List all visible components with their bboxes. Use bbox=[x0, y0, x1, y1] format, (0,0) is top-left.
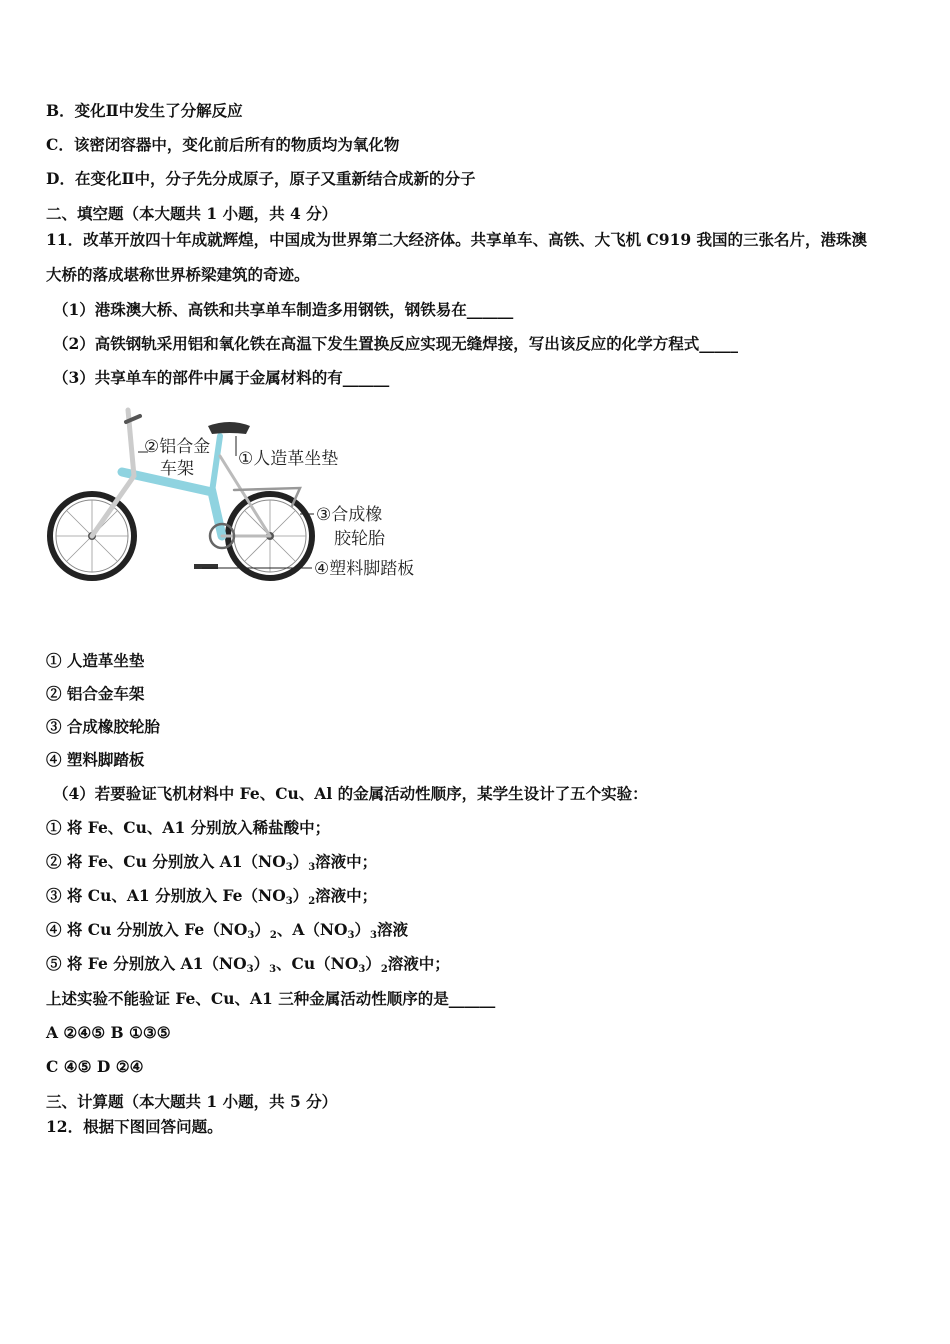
label-seat: ①人造革坐垫 bbox=[238, 449, 339, 469]
question-prompt: 上述实验不能验证 Fe、Cu、A1 三种金属活动性顺序的是______ bbox=[46, 989, 496, 1008]
line-option-c: C．该密闭容器中，变化前后所有的物质均为氧化物 bbox=[46, 135, 400, 154]
experiment-5: ⑤ 将 Fe 分别放入 $A1(NO_3)_3$、$Cu(NO_3)_2$溶液中； bbox=[46, 954, 450, 975]
line-option-d: D．在变化Ⅱ中，分子先分成原子，原子又重新结合成新的分子 bbox=[46, 169, 476, 188]
choice-4: ④ 塑料脚踏板 bbox=[46, 750, 145, 769]
part-4: （4）若要验证飞机材料中 Fe、Cu、Al 的金属活动性顺序，某学生设计了五个实验： bbox=[53, 784, 648, 803]
section-2-heading: 二、填空题（本大题共 1 小题，共 4 分） bbox=[46, 204, 338, 223]
choice-2: ② 铝合金车架 bbox=[46, 684, 145, 703]
question-11-line-2: 大桥的落成堪称世界桥梁建筑的奇迹。 bbox=[46, 265, 310, 284]
part-2: （2）高铁钢轨采用铝和氧化铁在高温下发生置换反应实现无缝焊接，写出该反应的化学方程式_____ bbox=[53, 334, 739, 353]
experiment-3: ③ 将 Cu、A1 分别放入 $Fe(NO_3)_2$溶液中； bbox=[46, 886, 378, 907]
part-1: （1）港珠澳大桥、高铁和共享单车制造多用钢铁，钢铁易在______ bbox=[53, 300, 514, 319]
answers-a-b: A ②④⑤ B ①③⑤ bbox=[46, 1023, 171, 1042]
choice-3: ③ 合成橡胶轮胎 bbox=[46, 717, 160, 736]
label-pedal: ④塑料脚踏板 bbox=[314, 559, 415, 579]
label-frame-line-1: ②铝合金 bbox=[144, 437, 211, 457]
bicycle-illustration bbox=[44, 396, 444, 592]
question-11-line-1: 11．改革开放四十年成就辉煌，中国成为世界第二大经济体。共享单车、高铁、大飞机 C919 我国的三张名片，港珠澳 bbox=[46, 230, 868, 249]
experiment-1: ① 将 Fe、Cu、A1 分别放入稀盐酸中； bbox=[46, 818, 331, 837]
answers-c-d: C ④⑤ D ②④ bbox=[46, 1057, 144, 1076]
label-frame-line-2: 车架 bbox=[160, 459, 194, 479]
choice-1: ① 人造革坐垫 bbox=[46, 651, 145, 670]
experiment-4: ④ 将 Cu 分别放入 $Fe(NO_3)_2$、$A(NO_3)_3$溶液 bbox=[46, 920, 409, 941]
experiment-2: ② 将 Fe、Cu 分别放入 $A1(NO_3)_3$溶液中； bbox=[46, 852, 378, 873]
bicycle-figure bbox=[44, 396, 444, 592]
line-option-b: B．变化Ⅱ中发生了分解反应 bbox=[46, 101, 243, 120]
section-3-heading: 三、计算题（本大题共 1 小题，共 5 分） bbox=[46, 1092, 338, 1111]
part-3: （3）共享单车的部件中属于金属材料的有______ bbox=[53, 368, 390, 387]
question-12: 12．根据下图回答问题。 bbox=[46, 1117, 223, 1136]
label-tire-line-1: ③合成橡 bbox=[316, 505, 383, 525]
seat bbox=[208, 422, 250, 434]
label-tire-line-2: 胶轮胎 bbox=[334, 529, 385, 549]
